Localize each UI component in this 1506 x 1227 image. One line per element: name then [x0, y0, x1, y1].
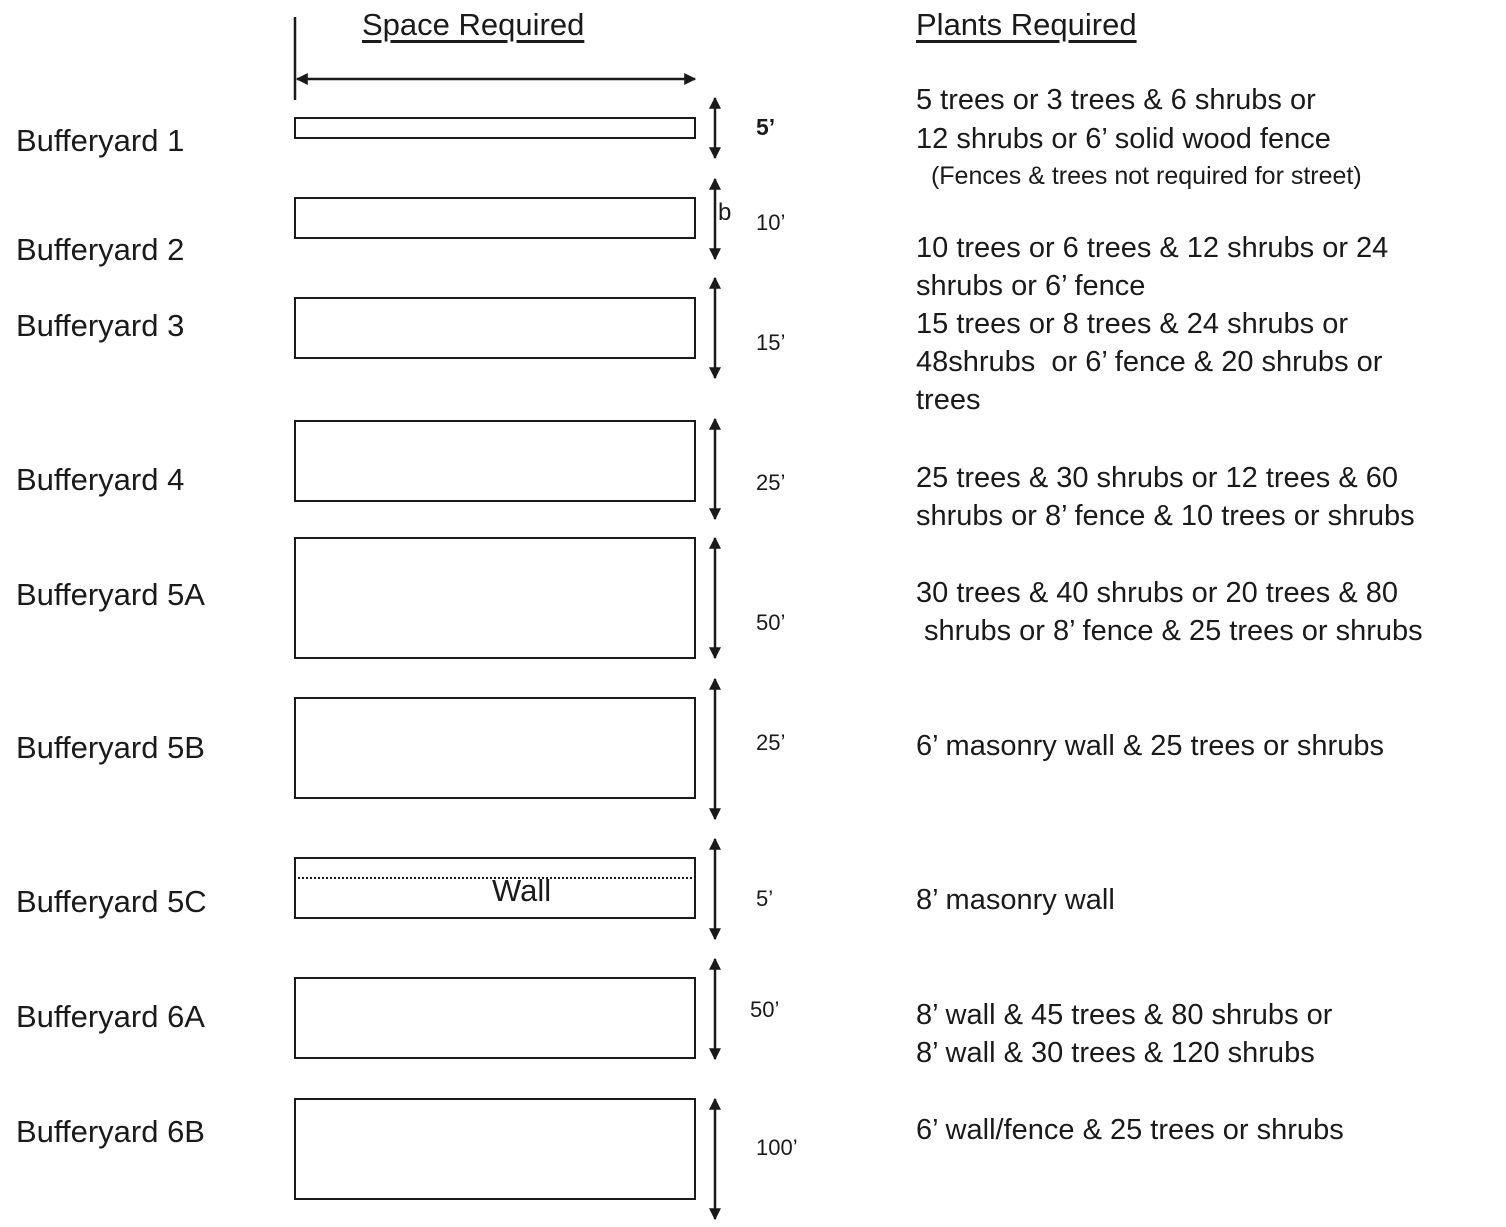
bufferyard-6b-box	[294, 1098, 696, 1200]
bufferyard-5a-width: 50’	[756, 610, 786, 635]
bufferyard-5a-plants	[916, 579, 1423, 646]
bufferyard-1-label: Bufferyard 1	[16, 123, 185, 158]
bufferyard-5c-label: Bufferyard 5C	[16, 884, 207, 919]
bufferyard-5a-box	[294, 537, 696, 659]
space-required-header: Space Required	[362, 7, 585, 42]
bufferyard-6b-width: 100’	[756, 1135, 798, 1160]
bufferyard-5c-width: 5’	[756, 886, 774, 911]
plants-line: 6’ masonry wall & 25 trees or shrubs	[916, 730, 1384, 762]
bufferyard-3-label: Bufferyard 3	[16, 308, 185, 343]
bufferyard-3-box	[294, 297, 696, 359]
bufferyard-5b-width: 25’	[756, 730, 786, 755]
plants-line: 30 trees & 40 shrubs or 20 trees & 80	[916, 577, 1398, 609]
plants-line: shrubs or 8’ fence & 25 trees or shrubs	[916, 615, 1423, 647]
bufferyard-1-plants	[916, 86, 1362, 189]
bufferyard-2-label: Bufferyard 2	[16, 232, 185, 267]
bufferyard-2-plants	[916, 234, 1388, 301]
bufferyard-4-box	[294, 420, 696, 502]
plants-line: shrubs or 8’ fence & 10 trees or shrubs	[916, 500, 1415, 532]
plants-line: 25 trees & 30 shrubs or 12 trees & 60	[916, 462, 1398, 494]
plants-line: 15 trees or 8 trees & 24 shrubs or	[916, 308, 1348, 340]
wall-label: Wall	[492, 873, 552, 908]
bufferyard-4-width: 25’	[756, 470, 786, 495]
bufferyard-5b-label: Bufferyard 5B	[16, 730, 205, 765]
plants-line: 8’ masonry wall	[916, 884, 1115, 916]
plants-required-header: Plants Required	[916, 7, 1137, 42]
plants-note: (Fences & trees not required for street)	[924, 162, 1362, 190]
bufferyard-3-plants	[916, 310, 1382, 415]
plants-line: shrubs or 6’ fence	[916, 270, 1146, 302]
bufferyard-5a-label: Bufferyard 5A	[16, 577, 205, 612]
plants-line: 10 trees or 6 trees & 12 shrubs or 24	[916, 232, 1389, 264]
bufferyard-4-label: Bufferyard 4	[16, 462, 185, 497]
plants-line: 6’ wall/fence & 25 trees or shrubs	[916, 1114, 1344, 1146]
bufferyard-6a-box	[294, 977, 696, 1059]
bufferyard-3-width: 15’	[756, 330, 786, 355]
plants-line: 12 shrubs or 6’ solid wood fence	[916, 123, 1331, 155]
bufferyard-5b-plants	[916, 732, 1384, 761]
bufferyard-5b-box	[294, 697, 696, 799]
bufferyard-6b-plants	[916, 1116, 1344, 1145]
bufferyard-2-width: 10’	[756, 210, 786, 235]
bufferyard-6a-label: Bufferyard 6A	[16, 999, 205, 1034]
bufferyard-5c-box	[294, 857, 696, 919]
bufferyard-1-width: 5’	[756, 114, 776, 140]
plants-line: trees	[916, 384, 981, 416]
bufferyard-2-box	[294, 197, 696, 239]
plants-line: 5 trees or 3 trees & 6 shrubs or	[916, 84, 1316, 116]
bufferyard-6a-plants	[916, 1001, 1332, 1068]
bufferyard-4-plants	[916, 464, 1415, 531]
bufferyard-1-box	[294, 117, 696, 139]
plants-line: 8’ wall & 45 trees & 80 shrubs or	[916, 999, 1333, 1031]
plants-line: 48shrubs or 6’ fence & 20 shrubs or	[916, 346, 1383, 378]
plants-line: 8’ wall & 30 trees & 120 shrubs	[916, 1037, 1315, 1069]
bufferyard-6a-width: 50’	[750, 997, 780, 1022]
bufferyard-5c-plants	[916, 886, 1115, 915]
bufferyard-6b-label: Bufferyard 6B	[16, 1114, 205, 1149]
bufferyard-2-marker: b	[718, 199, 732, 226]
